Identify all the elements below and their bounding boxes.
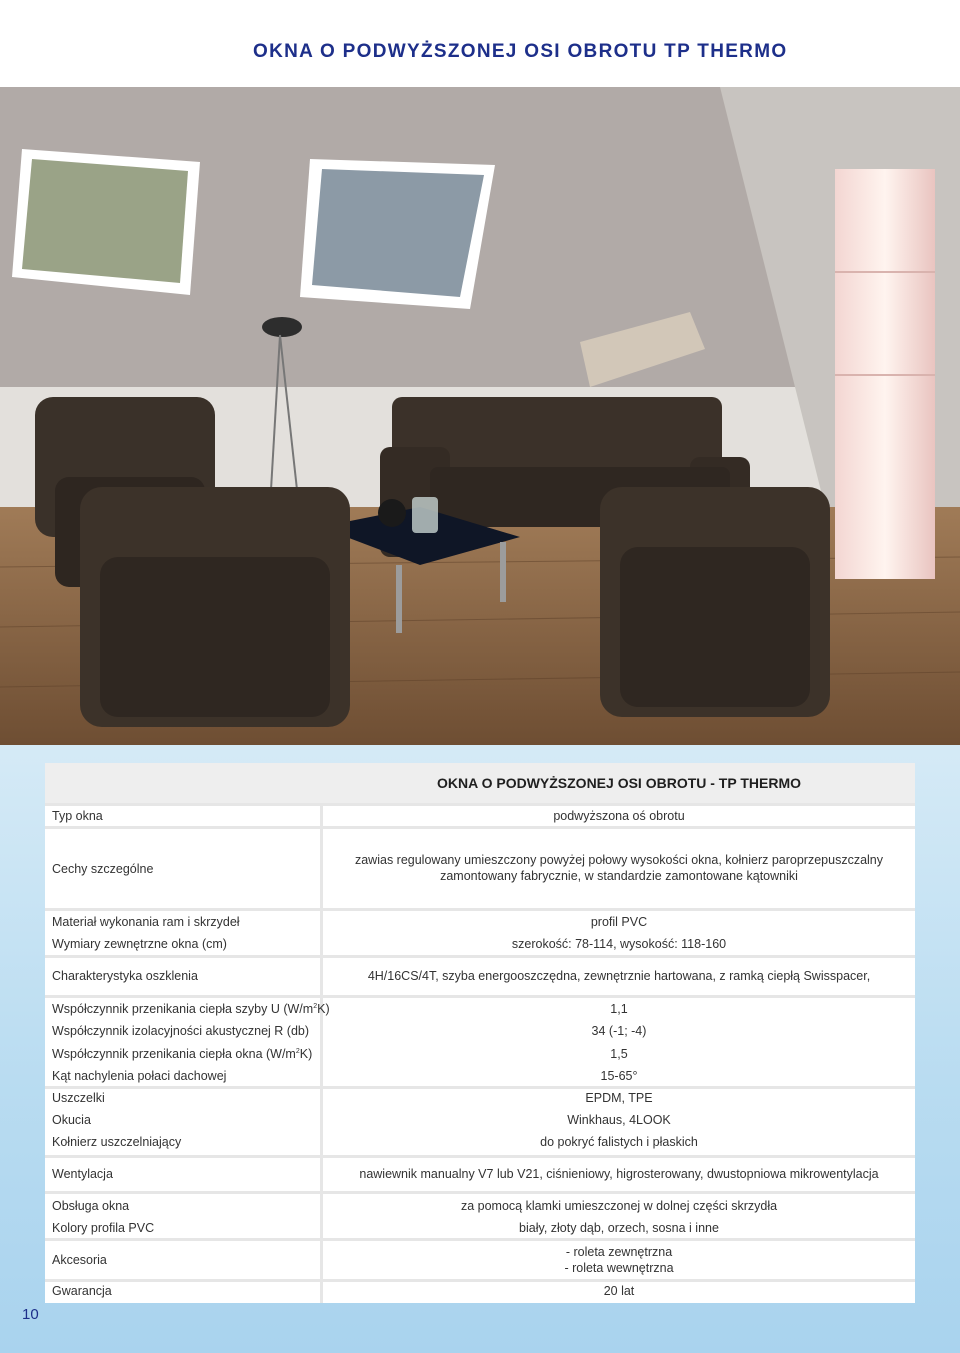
row-divider	[45, 1086, 915, 1089]
spec-label: Kąt nachylenia połaci dachowej	[52, 1069, 227, 1083]
spec-value: do pokryć falistych i płaskich	[540, 1135, 698, 1149]
spec-value: biały, złoty dąb, orzech, sosna i inne	[519, 1221, 719, 1235]
spec-label: Wymiary zewnętrzne okna (cm)	[52, 937, 227, 951]
spec-label: Gwarancja	[52, 1284, 112, 1298]
spec-value: 34 (-1; -4)	[591, 1024, 647, 1038]
spec-label: Kołnierz uszczelniający	[52, 1135, 182, 1149]
spec-value: EPDM, TPE	[585, 1091, 653, 1105]
spec-value: zawias regulowany umieszczony powyżej połowy wysokości okna, kołnierz paroprzepuszczalny zamontowany fabrycznie, w standardzie zamontowane kątowniki	[354, 853, 883, 883]
spec-label: Współczynnik przenikania ciepła szyby U $(W/m^2K)$	[52, 1002, 330, 1016]
attic-living-room-photo	[0, 87, 960, 745]
spec-value: szerokość: 78-114, wysokość: 118-160	[511, 937, 727, 951]
spec-value: podwyższona oś obrotu	[553, 809, 685, 823]
spec-value: profil PVC	[590, 915, 648, 929]
accessory-item: - roleta wewnętrzna	[564, 1261, 674, 1275]
row-divider	[45, 995, 915, 998]
spec-value: 20 lat	[603, 1284, 635, 1298]
spec-table	[45, 763, 915, 1303]
table-title: OKNA O PODWYŻSZONEJ OSI OBROTU - TP THERMO	[436, 775, 801, 791]
spec-label: Kolory profila PVC	[52, 1221, 155, 1235]
spec-label: Wentylacja	[52, 1167, 113, 1181]
spec-value: 4H/16CS/4T, szyba energooszczędna, zewnętrznie hartowana, z ramką ciepłą Swisspacer,	[367, 969, 871, 983]
spec-label: Cechy szczególne	[52, 862, 154, 876]
spec-label: Uszczelki	[52, 1091, 105, 1105]
spec-value: Winkhaus, 4LOOK	[567, 1113, 671, 1127]
spec-label: Obsługa okna	[52, 1199, 130, 1213]
table-title-bar	[45, 763, 915, 803]
spec-label: Charakterystyka oszklenia	[52, 969, 198, 983]
row-divider	[45, 1238, 915, 1241]
spec-label: Akcesoria	[52, 1253, 107, 1267]
row-divider	[45, 1279, 915, 1282]
row-divider	[45, 803, 915, 806]
spec-value: 15-65°	[600, 1069, 638, 1083]
spec-label: Typ okna	[52, 809, 103, 823]
row-divider	[45, 826, 915, 829]
spec-value: nawiewnik manualny V7 lub V21, ciśnieniowy, higrosterowany, dwustopniowa mikrowentylacja	[359, 1167, 879, 1181]
row-divider	[45, 1155, 915, 1158]
spec-label: Współczynnik izolacyjności akustycznej R (db)	[52, 1024, 310, 1038]
row-divider	[45, 908, 915, 911]
row-divider	[45, 955, 915, 958]
spec-value: za pomocą klamki umieszczonej w dolnej części skrzydła	[460, 1199, 778, 1213]
spec-label: Współczynnik przenikania ciepła okna $(W/m^2K)$	[52, 1047, 313, 1061]
spec-label: Okucia	[52, 1113, 91, 1127]
spec-label: Materiał wykonania ram i skrzydeł	[52, 915, 240, 929]
spec-value	[323, 1244, 915, 1276]
row-divider	[45, 1191, 915, 1194]
spec-value: 1,1	[610, 1002, 628, 1016]
page-number: 10	[22, 1306, 39, 1323]
spec-value: 1,5	[610, 1047, 628, 1061]
accessory-item: - roleta zewnętrzna	[565, 1245, 673, 1259]
page-title: OKNA O PODWYŻSZONEJ OSI OBROTU TP THERMO	[253, 41, 788, 62]
